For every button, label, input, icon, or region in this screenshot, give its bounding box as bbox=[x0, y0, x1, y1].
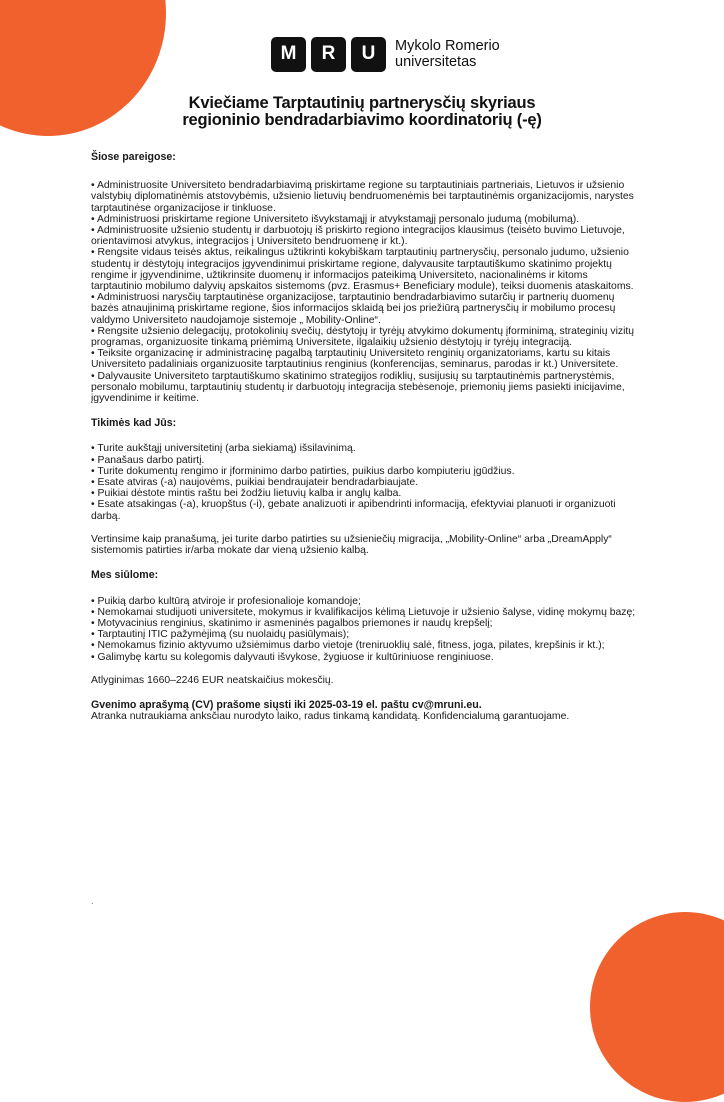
offer-list bbox=[91, 596, 639, 663]
expectations-heading: Tikimės kad Jūs: bbox=[91, 417, 177, 430]
expectations-list bbox=[91, 443, 639, 521]
list-item: • Teiksite organizacinę ir administracinę pagalbą tarptautinių Universiteto renginių organizatoriams, kartu su kitais Universiteto padaliniais organizuosite tarptautinius renginius (konferencijas, seminarus, parodas ir kt.) Universitete. bbox=[91, 348, 619, 371]
apply-instructions: Gvenimo aprašymą (CV) prašome siųsti iki 2025-03-19 el. paštu cv@mruni.eu. bbox=[91, 698, 482, 711]
apply-note: Atranka nutraukiama anksčiau nurodyto laiko, radus tinkamą kandidatą. Konfidencialumą garantuojame. bbox=[91, 711, 570, 723]
list-item: • Panašaus darbo patirtį. bbox=[91, 454, 205, 466]
list-item: • Administruosite užsienio studentų ir darbuotojų iš priskirto regiono integracijos klausimus (teisėto buvimo Lietuvoje, orientavimosi atvykus, integracijos į Universiteto bendruomenę ir kt.). bbox=[91, 225, 625, 248]
list-item: • Tarptautinį ITIC pažymėjimą (su nuolaidų pasiūlymais); bbox=[91, 629, 350, 641]
logo-letter-r: R bbox=[311, 37, 346, 72]
salary-text: Atlyginimas 1660–2246 EUR neatskaičius mokesčių. bbox=[91, 674, 334, 686]
list-item: • Rengsite vidaus teisės aktus, reikalingus užtikrinti kokybiškam tarptautinių partnerysčių, personalo judumo, užsienio studentų ir dėstytojų integracijos įgyvendinimui priskirtame regione, dalyvausite tarptautiškumo skatinimo projektų rengime ir įgyvendinime, užtikrinsite duomenų ir informacijos pateikimą Universiteto, nacionalinėms ir kitoms tarptautinio mobilumo dalyvių apskaitos sistemoms (pvz. Erasmus+ Beneficiary module), teiksi duomenis ataskaitoms. bbox=[91, 247, 634, 293]
job-description bbox=[91, 152, 639, 722]
logo-name-line1: Mykolo Romerio bbox=[395, 38, 500, 54]
duties-list bbox=[91, 180, 639, 404]
list-item: • Administruosite Universiteto bendradarbiavimą priskirtame regione su tarptautiniais partneriais, Lietuvos ir užsienio valstybių diplomatinėmis atstovybėmis, užsienio lietuvių bendruomenėmis bei tarptautinėmis organizacijomis, narystes tarptautinėse organizacijose ir tinkluose. bbox=[91, 180, 634, 214]
duties-heading: Šiose pareigose: bbox=[91, 151, 176, 163]
list-item: • Rengsite užsienio delegacijų, protokolinių svečių, dėstytojų ir tyrėjų atvykimo dokumentų įforminimą, strateginių vizitų programas, organizuosite tinkamą priėmimą Universitete, ilgalaikių užsienio dėstytojų ir tyrėjų integraciją. bbox=[91, 325, 635, 349]
list-item: • Nemokamai studijuoti universitete, mokymus ir kvalifikacijos kėlimą Lietuvoje ir užsienio šalyse, vidinę mokymų bazę; bbox=[91, 606, 636, 618]
list-item: • Administruosi priskirtame regione Universiteto išvykstamąjį ir atvykstamąjį personalo judumą (mobilumą). bbox=[91, 213, 580, 225]
list-item: • Puikiai dėstote mintis raštu bei žodžiu lietuvių kalba ir anglų kalba. bbox=[91, 488, 402, 500]
expectations-note: Vertinsime kaip pranašumą, jei turite darbo patirties su užsieniečių migracija, „Mobility-Online“ arba „DreamApply“ sistemomis patirties ir/arba mokate dar vieną užsienio kalbą. bbox=[91, 533, 612, 557]
list-item: • Dalyvausite Universiteto tarptautiškumo skatinimo strategijos rodiklių, susijusių su tarptautinėmis partnerystėmis, personalo mobilumu, tarptautinių studentų ir darbuotojų integracija stebėsenoje, priemonių jiems pasiekti inicijavime, įgyvendinime ir keitime. bbox=[91, 370, 625, 405]
logo-name bbox=[395, 38, 500, 70]
mru-logo bbox=[271, 34, 500, 74]
list-item: • Administruosi narysčių tarptautinėse organizacijose, tarptautinio bendradarbiavimo sutarčių ir partnerių duomenų bazės atnaujinimą priskirtame regione, šios informacijos sklaidą bei jos priežiūrą partnerysčių ir mobilumo procesų valdymo Universiteto naudojamoje sistemoje „ Mobility-Online“. bbox=[91, 292, 616, 326]
offer-heading: Mes siūlome: bbox=[91, 569, 159, 582]
list-item: • Turite aukštąjį universitetinį (arba siekiamą) išsilavinimą. bbox=[91, 443, 356, 455]
footer-dot: . bbox=[91, 896, 94, 906]
title-line1: Kviečiame Tarptautinių partnerysčių skyriaus bbox=[188, 94, 536, 112]
logo-letter-u: U bbox=[351, 37, 386, 72]
list-item: • Galimybę kartu su kolegomis dalyvauti išvykose, žygiuose ir kultūriniuose renginiuose. bbox=[91, 651, 494, 663]
list-item: • Esate atsakingas (-a), kruopštus (-i), gebate analizuoti ir apibendrinti informaciją, efektyviai planuoti ir organizuoti darbą. bbox=[91, 499, 616, 522]
logo-name-line2: universitetas bbox=[395, 54, 477, 70]
list-item: • Turite dokumentų rengimo ir įforminimo darbo patirties, puikius darbo kompiuteriu įgūdžius. bbox=[91, 465, 515, 477]
logo-letter-m: M bbox=[271, 37, 306, 72]
list-item: • Esate atviras (-a) naujovėms, puikiai bendraujateir bendradarbiaujate. bbox=[91, 477, 419, 489]
list-item: • Puikią darbo kultūrą atviroje ir profesionalioje komandoje; bbox=[91, 595, 361, 607]
page-title bbox=[90, 95, 634, 129]
title-line2: regioninio bendradarbiavimo koordinatorių (-ę) bbox=[182, 111, 542, 129]
list-item: • Nemokamus fizinio aktyvumo užsiėmimus darbo vietoje (treniruoklių salė, fitness, joga, pilates, krepšinis ir kt.); bbox=[91, 640, 605, 652]
decorative-circle-bottom-right bbox=[590, 912, 724, 1102]
list-item: • Motyvacinius renginius, skatinimo ir asmeninės pagalbos priemones ir naudų krepšelį; bbox=[91, 617, 493, 629]
